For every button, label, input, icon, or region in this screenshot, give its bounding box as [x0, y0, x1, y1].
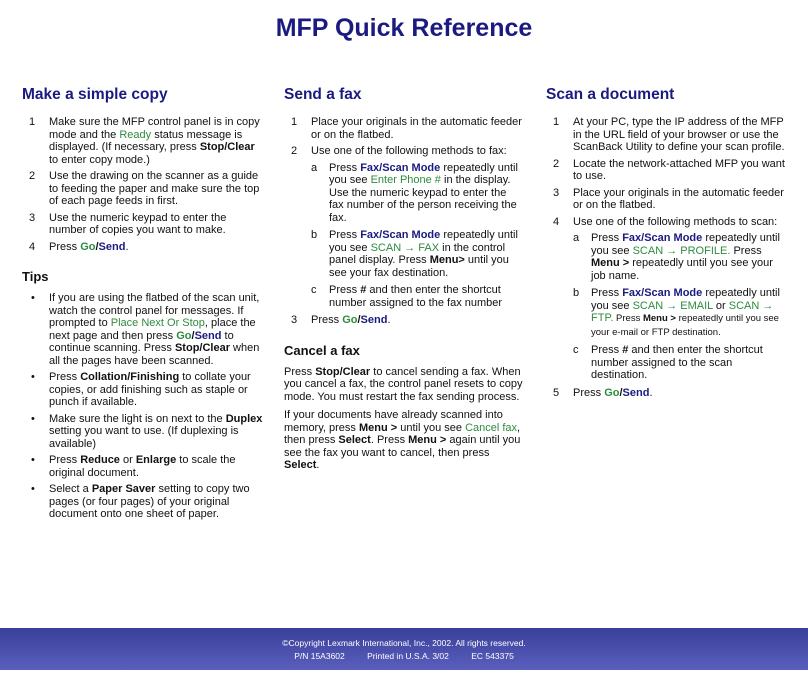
- ec-number: EC 543375: [471, 651, 514, 661]
- scan-method-c: c Press # and then enter the shortcut number assigned to the scan destination.: [573, 344, 763, 381]
- scan-step-4: 4 Use one of the following methods to scan: a Press Fax/Scan Mode repeatedly until you see SCAN → PROFILE. Press Menu > repeatedly until you see your job name. b Press Fax/Scan Mode repeatedly until you see SCAN → EMAIL or SCAN → FTP. Press Menu > repeatedly until you see your e-mail or FTP destination. c Press # and then enter the shortcut number assigned to the scan destination.: [546, 216, 788, 382]
- scan-methods: [573, 232, 788, 382]
- fax-column: [284, 86, 524, 478]
- fax-method-b: b Press Fax/Scan Mode repeatedly until you see SCAN → FAX in the control panel display. Press Menu> until you see your fax destination.: [311, 229, 518, 279]
- tips-list: [22, 292, 266, 521]
- page-title: MFP Quick Reference: [275, 14, 533, 42]
- copy-step-4: 4 Press Go/Send.: [29, 240, 129, 253]
- copy-steps: [22, 116, 266, 253]
- scan-step-2: 2 Locate the network-attached MFP you want to use.: [553, 157, 785, 182]
- scan-step-1: 1 At your PC, type the IP address of the MFP in the URL field of your browser or use the ScanBack Utility to define your scan profile.: [553, 116, 785, 153]
- printed-info: Printed in U.S.A. 3/02: [367, 651, 449, 661]
- tips-heading: Tips: [22, 269, 49, 284]
- part-number: P/N 15A3602: [294, 651, 345, 661]
- copy-step-2: 2 Use the drawing on the scanner as a guide to feeding the paper and make sure the top of each page feeds in first.: [29, 170, 260, 207]
- fax-step-2: 2 Use one of the following methods to fax: a Press Fax/Scan Mode repeatedly until you see Enter Phone # in the display. Use the numeric keypad to enter the fax number of the person receiving the fax. b Press Fax/Scan Mode repeatedly until you see SCAN → FAX in the control panel display. Press Menu> until you see your fax destination. c Press # and then enter the shortcut number assigned to the fax number: [284, 145, 524, 309]
- fax-step-3: 3 Press Go/Send.: [291, 314, 391, 326]
- copyright-text: ©Copyright Lexmark International, Inc., 2002. All rights reserved.: [282, 638, 526, 648]
- fax-step-1: 1 Place your originals in the automatic feeder or on the flatbed.: [291, 116, 522, 141]
- scan-column: [546, 86, 788, 403]
- cancel-heading: Cancel a fax: [284, 342, 360, 358]
- tip-2: • Press Collation/Finishing to collate your copies, or add finishing such as staple or punch if available.: [22, 371, 266, 409]
- fax-steps: [284, 116, 524, 327]
- scan-steps: [546, 116, 788, 399]
- cancel-paragraph-1: Press Stop/Clear to cancel sending a fax. When you cancel a fax, the control panel resets to copy mode. You must restart the fax sending process.: [284, 365, 523, 403]
- tip-4: • Press Reduce or Enlarge to scale the original document.: [22, 454, 266, 479]
- fax-heading: Send a fax: [284, 86, 362, 103]
- copy-step-1: 1 Make sure the MFP control panel is in copy mode and the Ready status message is displayed. (If necessary, press Stop/Clear to enter copy mode.): [29, 116, 260, 166]
- copy-heading: Make a simple copy: [22, 86, 168, 103]
- scan-step-3: 3 Place your originals in the automatic feeder or on the flatbed.: [553, 186, 784, 211]
- scan-method-b: b Press Fax/Scan Mode repeatedly until you see SCAN → EMAIL or SCAN → FTP. Press Menu > repeatedly until you see your e-mail or FTP destination.: [573, 287, 780, 338]
- cancel-paragraph-2: If your documents have already scanned into memory, press Menu > until you see Cancel fax, then press Select. Press Menu > again until you see the fax you want to cancel, then press Select.: [284, 409, 521, 471]
- scan-heading: Scan a document: [546, 86, 675, 103]
- fax-method-c: c Press # and then enter the shortcut number assigned to the fax number: [311, 284, 503, 309]
- tip-5: • Select a Paper Saver setting to copy two pages (or four pages) of your original document onto one sheet of paper.: [22, 483, 266, 521]
- tip-1: • If you are using the flatbed of the scan unit, watch the control panel for messages. If prompted to Place Next Or Stop, place the next page and then press Go/Send to continue scanning. Press Stop/Clear when all the pages have been scanned.: [22, 292, 266, 367]
- fax-method-a: a Press Fax/Scan Mode repeatedly until you see Enter Phone # in the display. Use the numeric keypad to enter the fax number of the person receiving the fax.: [311, 161, 518, 224]
- scan-step-5: 5 Press Go/Send.: [553, 386, 653, 399]
- tip-3: • Make sure the light is on next to the Duplex setting you want to use. (If duplexing is available): [22, 413, 266, 451]
- part-info: [0, 651, 808, 661]
- copy-column: [22, 86, 266, 525]
- scan-method-a: a Press Fax/Scan Mode repeatedly until you see SCAN → PROFILE. Press Menu > repeatedly until you see your job name.: [573, 232, 780, 282]
- fax-methods: [311, 162, 524, 310]
- footer-bar: [0, 628, 808, 670]
- copy-step-3: 3 Use the numeric keypad to enter the number of copies you want to make.: [29, 211, 227, 236]
